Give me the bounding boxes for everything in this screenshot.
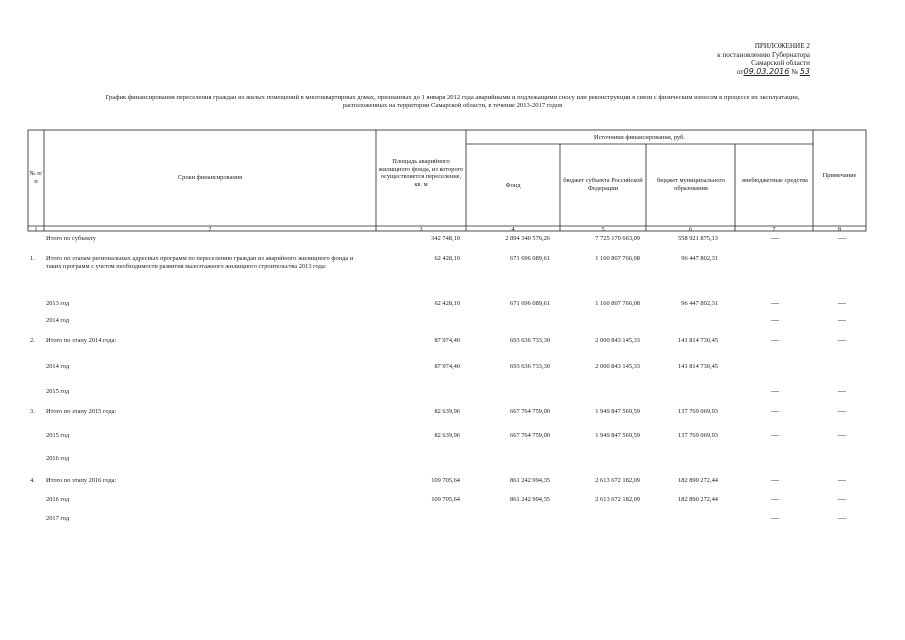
number-prefix: № [791,67,799,76]
cell-term: 2017 год [46,515,70,522]
header-no: № п/п [29,170,43,185]
appendix-title: ПРИЛОЖЕНИЕ 2 [754,42,810,50]
cell-municipal: 182 890 272,44 [678,496,718,503]
header-sources: Источники финансирования, руб. [593,134,686,141]
cell-fund: 861 242 994,35 [510,496,550,503]
cell-term: 2014 год [46,363,70,370]
cell-no: 3. [30,408,35,415]
cell-extra: — [771,406,779,415]
cell-area: 87 974,40 [434,363,460,370]
cell-regional: 2 000 843 145,33 [595,363,640,370]
cell-term: Итого по этапу 2014 года: [46,337,117,344]
appendix-resolution: к постановлению Губернатора [717,50,810,59]
cell-extra: — [771,475,779,484]
cell-extra: — [771,315,779,324]
appendix-region: Самарской области [751,59,810,68]
number-value: 53 [799,66,810,76]
col-number-3: 3 [419,226,423,233]
cell-extra: — [771,513,779,522]
col-number-8: 8 [837,226,842,233]
cell-area: 109 705,64 [431,496,460,503]
cell-fund: 671 696 089,61 [510,300,550,307]
header-municipal-budget: бюджет муниципального образования [656,177,726,192]
cell-fund: 693 636 733,30 [510,337,550,344]
cell-area: 82 639,96 [434,432,460,439]
col-number-4: 4 [511,226,515,233]
cell-notes: — [838,298,846,307]
cell-term: 2014 год [46,317,70,324]
title-line-1: График финансирования переселения граждан из жилых помещений в многоквартирных домах, признанных до 1 января 2012 года аварийными и подлежащими сносу или реконструкции в связи с физическим износом в процессе их эксплуатации, [105,94,800,101]
cell-regional: 2 613 672 182,09 [595,496,640,503]
cell-notes: — [838,494,846,503]
col-number-1: 1 [34,226,38,233]
cell-term: 2016 год [46,496,70,503]
cell-term: 2015 год [46,388,70,395]
cell-notes: — [838,430,846,439]
header-area: Площадь аварийного жилищного фонда, из которого осуществляется переселение, кв. м [378,158,464,188]
cell-area: 87 974,40 [434,337,460,344]
cell-municipal: 182 890 272,44 [678,477,718,484]
cell-notes: — [838,513,846,522]
cell-fund: 693 636 733,30 [510,363,550,370]
date-value: 09.03.2016 [743,66,790,76]
cell-notes: — [838,335,846,344]
cell-fund: 2 894 340 576,26 [505,235,550,242]
cell-no: 4. [30,477,35,484]
cell-fund: 861 242 994,35 [510,477,550,484]
cell-municipal: 137 769 069,93 [678,432,718,439]
cell-fund: 671 696 089,61 [510,255,550,262]
cell-notes: — [838,386,846,395]
cell-municipal: 558 921 875,13 [678,235,718,242]
cell-municipal: 141 814 730,45 [678,363,718,370]
cell-regional: 2 000 843 145,33 [595,337,640,344]
cell-fund: 667 764 759,00 [510,408,550,415]
cell-area: 109 705,64 [431,477,460,484]
title-line-2: расположенных на территории Самарской области, в течение 2013-2017 годов [342,102,563,109]
cell-notes: — [838,406,846,415]
cell-term: Итого по этапу 2016 года: [46,477,117,484]
col-number-6: 6 [688,226,693,233]
cell-term: Итого по этапу 2015 года: [46,408,117,415]
cell-regional: 1 160 807 766,08 [595,255,640,262]
cell-extra: — [771,430,779,439]
cell-municipal: 96 447 802,31 [681,255,718,262]
header-regional-budget: бюджет субъекта Российской Федерации [563,177,643,192]
cell-extra: — [771,233,779,242]
col-number-2: 2 [208,226,212,233]
cell-municipal: 141 814 730,45 [678,337,718,344]
cell-notes: — [838,315,846,324]
cell-municipal: 96 447 802,31 [681,300,718,307]
cell-notes: — [838,233,846,242]
header-extrabudgetary: внебюджетные средства [742,177,808,184]
cell-term: 2016 год [46,455,70,462]
cell-regional: 1 949 847 569,59 [595,432,640,439]
cell-term: 2015 год [46,432,70,439]
header-terms: Сроки финансирования [177,174,243,181]
cell-no: 1. [30,255,35,262]
cell-extra: — [771,386,779,395]
cell-extra: — [771,494,779,503]
col-number-7: 7 [772,226,776,233]
col-number-5: 5 [601,226,605,233]
cell-area: 62 428,10 [434,300,460,307]
header-notes: Примечание [822,172,857,179]
cell-area: 62 428,10 [434,255,460,262]
cell-area: 82 639,96 [434,408,460,415]
cell-term: 2013 год [46,300,70,307]
cell-municipal: 137 769 069,93 [678,408,718,415]
cell-term: Итого по этапам региональных адресных программ по переселению граждан из аварийного жилищного фонда и таких программ с учетом необходимости развития малоэтажного жилищного строительства 2013 года: [46,255,354,270]
cell-extra: — [771,335,779,344]
date-prefix: от [736,67,744,76]
cell-area: 342 748,10 [431,235,460,242]
header-fund: Фонд [505,182,521,189]
cell-regional: 2 613 672 182,09 [595,477,640,484]
cell-regional: 1 949 847 569,59 [595,408,640,415]
cell-regional: 7 725 170 663,09 [595,235,640,242]
cell-extra: — [771,298,779,307]
cell-fund: 667 764 759,00 [510,432,550,439]
cell-term: Итого по субъекту [46,235,97,242]
cell-regional: 1 160 807 766,08 [595,300,640,307]
cell-no: 2. [30,337,35,344]
cell-notes: — [838,475,846,484]
